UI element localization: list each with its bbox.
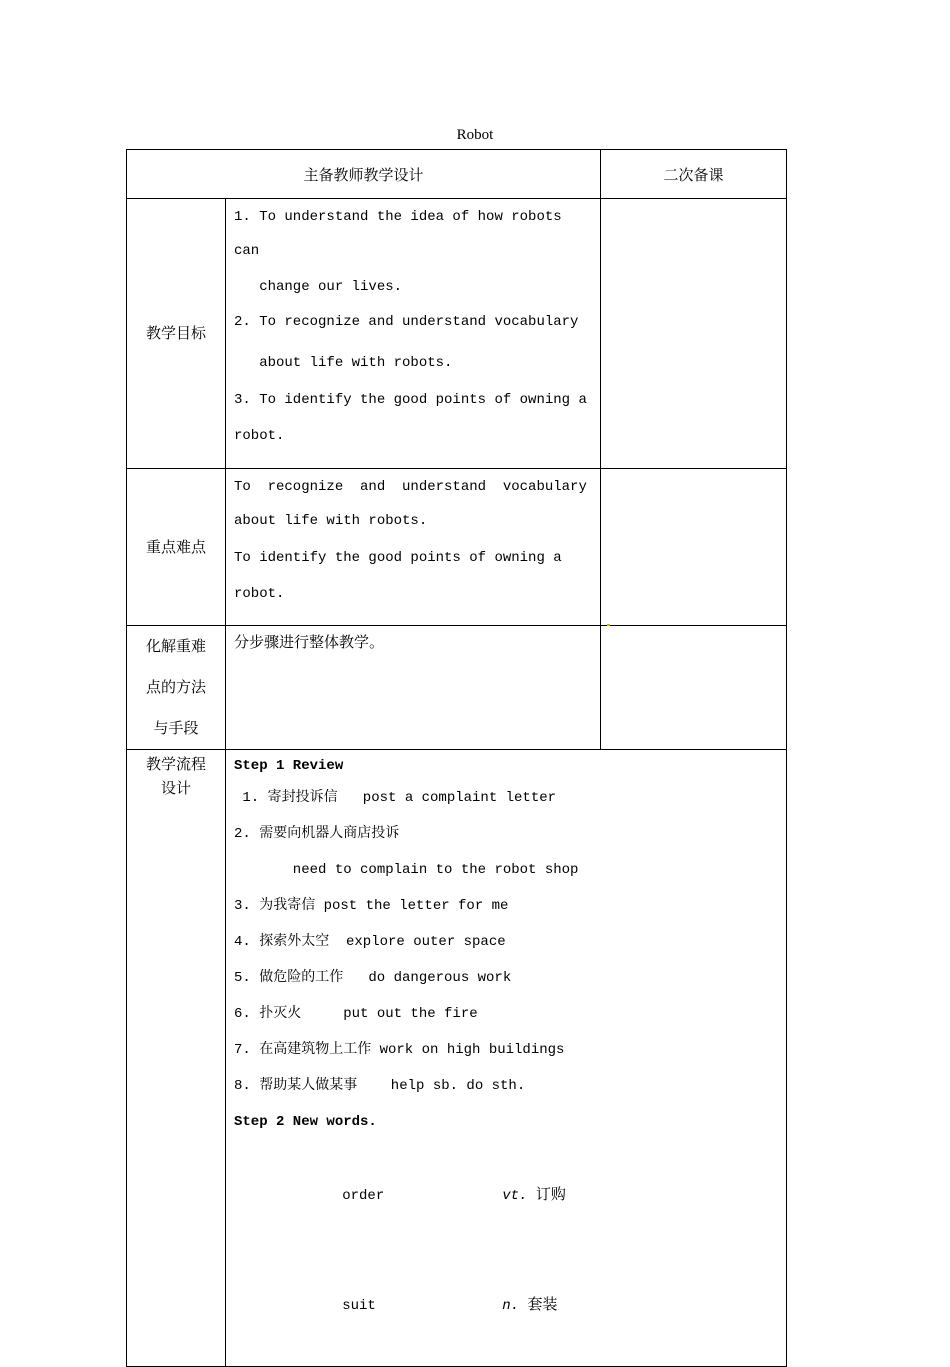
objective-line: robot.	[234, 428, 285, 444]
vocab-row	[234, 1140, 778, 1250]
process-label-line: 教学流程	[145, 755, 206, 773]
objective-line: can	[234, 243, 260, 259]
lesson-plan-table	[126, 149, 787, 1367]
key-point-line: robot.	[234, 586, 285, 602]
review-item: 5. 做危险的工作 do dangerous work	[234, 970, 512, 986]
methods-text: 分步骤进行整体教学。	[234, 633, 385, 651]
review-item: 1. 寄封投诉信 post a complaint letter	[234, 790, 557, 806]
review-item: 2. 需要向机器人商店投诉	[234, 826, 400, 842]
process-row	[127, 750, 787, 1367]
second-prep-header: 二次备课	[601, 150, 787, 199]
objective-line: 2. To recognize and understand vocabulary	[234, 314, 579, 330]
objectives-second-prep	[601, 199, 787, 469]
vocab-word: order	[342, 1188, 385, 1204]
objective-line: change our lives.	[234, 279, 403, 295]
step2-heading: Step 2 New words.	[234, 1114, 377, 1130]
main-design-header: 主备教师教学设计	[127, 150, 601, 199]
review-item: 8. 帮助某人做某事 help sb. do sth.	[234, 1078, 526, 1094]
document-title: Robot	[456, 127, 494, 143]
methods-label-line: 与手段	[153, 719, 199, 737]
methods-second-prep	[601, 626, 787, 750]
vocab-meaning: 套装	[527, 1295, 558, 1313]
key-points-label: 重点难点	[127, 469, 226, 626]
process-label-line: 设计	[160, 779, 191, 797]
vocab-meaning: 订购	[535, 1185, 566, 1203]
review-item: 6. 扑灭火 put out the fire	[234, 1006, 478, 1022]
process-label	[127, 750, 226, 1367]
methods-label	[127, 626, 226, 750]
objectives-row	[127, 199, 787, 469]
stray-mark	[607, 624, 610, 626]
objective-line: 3. To identify the good points of owning a	[234, 392, 587, 408]
vocab-word: suit	[342, 1298, 376, 1314]
key-point-line: To recognize and understand vocabulary	[234, 479, 587, 495]
vocab-pos: n.	[502, 1298, 520, 1314]
key-points-second-prep	[601, 469, 787, 626]
review-item: 3. 为我寄信 post the letter for me	[234, 898, 509, 914]
key-point-line: To identify the good points of owning a	[234, 550, 562, 566]
review-item: 7. 在高建筑物上工作 work on high buildings	[234, 1042, 565, 1058]
methods-content	[226, 626, 601, 750]
vocab-pos: vt.	[502, 1188, 528, 1204]
methods-label-line: 点的方法	[145, 678, 206, 696]
objective-line: about life with robots.	[234, 355, 453, 371]
objectives-content	[226, 199, 601, 469]
objective-line: 1. To understand the idea of how robots	[234, 209, 562, 225]
step1-heading: Step 1 Review	[234, 758, 344, 774]
key-point-line: about life with robots.	[234, 513, 428, 529]
objectives-label: 教学目标	[127, 199, 226, 469]
key-points-row	[127, 469, 787, 626]
methods-row	[127, 626, 787, 750]
methods-label-line: 化解重难	[145, 637, 206, 655]
process-content	[226, 750, 787, 1367]
key-points-content	[226, 469, 601, 626]
review-item: 4. 探索外太空 explore outer space	[234, 934, 506, 950]
review-item: need to complain to the robot shop	[234, 862, 579, 878]
header-row	[127, 150, 787, 199]
